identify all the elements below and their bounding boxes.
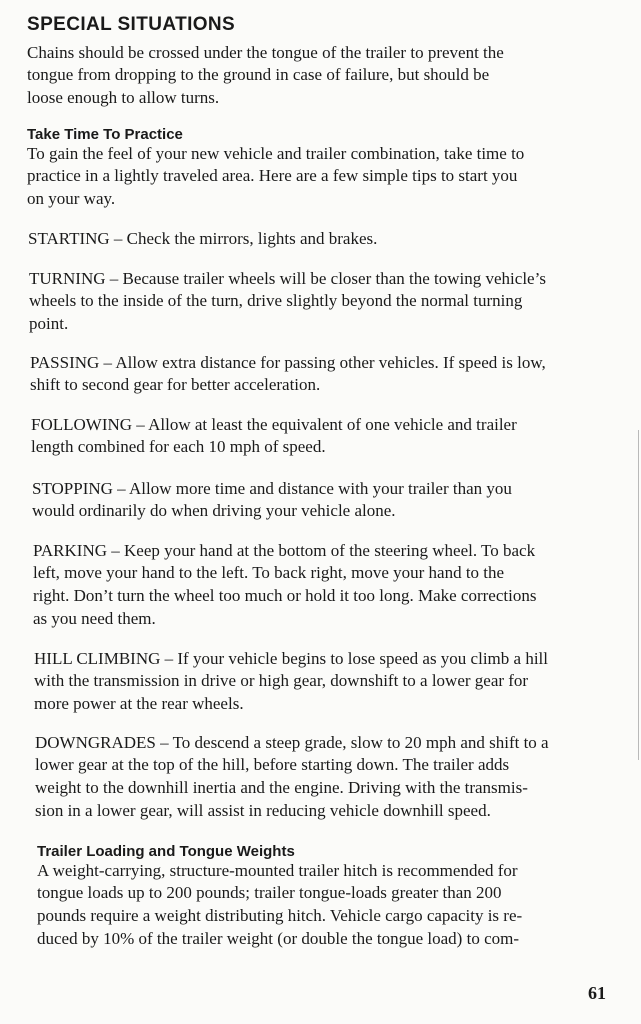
text-line: tongue from dropping to the ground in case of failure, but should be [27,65,490,84]
text-line: right. Don’t turn the wheel too much or hold it too long. Make corrections [33,586,537,605]
section-heading: SPECIAL SITUATIONS [27,14,236,35]
text-line: sion in a lower gear, will assist in reducing vehicle downhill speed. [35,801,491,820]
page-edge-line [638,430,639,760]
text-line: on your way. [27,189,116,208]
text-line: loose enough to allow turns. [27,88,220,107]
page-number: 61 [588,983,606,1003]
text-line: point. [29,314,69,333]
text-line: more power at the rear wheels. [34,694,244,713]
text-line: To gain the feel of your new vehicle and trailer combination, take time to [27,144,525,163]
text-line: wheels to the inside of the turn, drive slightly beyond the normal turning [29,291,523,310]
practice-subheading: Take Time To Practice [27,126,183,143]
text-line: A weight-carrying, structure-mounted trailer hitch is recommended for [37,861,518,880]
text-line: duced by 10% of the trailer weight (or double the tongue load) to com- [37,929,519,948]
text-line: pounds require a weight distributing hitch. Vehicle cargo capacity is re- [37,906,523,925]
text-line: PASSING – Allow extra distance for passing other vehicles. If speed is low, [30,353,546,372]
text-line: would ordinarily do when driving your vehicle alone. [32,501,396,520]
text-line: left, move your hand to the left. To back right, move your hand to the [33,563,505,582]
text-line: length combined for each 10 mph of speed. [31,437,326,456]
text-line: STOPPING – Allow more time and distance with your trailer than you [32,479,512,498]
text-line: STARTING – Check the mirrors, lights and brakes. [28,229,378,248]
text-line: weight to the downhill inertia and the engine. Driving with the transmis- [35,778,528,797]
text-line: shift to second gear for better acceleration. [30,375,321,394]
text-line: lower gear at the top of the hill, before starting down. The trailer adds [35,755,510,774]
text-line: DOWNGRADES – To descend a steep grade, slow to 20 mph and shift to a [35,733,549,752]
text-line: TURNING – Because trailer wheels will be closer than the towing vehicle’s [29,269,546,288]
text-line: Chains should be crossed under the tongue of the trailer to prevent the [27,43,504,62]
text-line: with the transmission in drive or high gear, downshift to a lower gear for [34,671,529,690]
text-line: tongue loads up to 200 pounds; trailer tongue-loads greater than 200 [37,883,502,902]
text-line: FOLLOWING – Allow at least the equivalent of one vehicle and trailer [31,415,517,434]
text-line: as you need them. [33,609,156,628]
text-line: practice in a lightly traveled area. Here are a few simple tips to start you [27,166,518,185]
text-line: PARKING – Keep your hand at the bottom of the steering wheel. To back [33,541,536,560]
text-line: HILL CLIMBING – If your vehicle begins to lose speed as you climb a hill [34,649,548,668]
loading-subheading: Trailer Loading and Tongue Weights [37,843,295,860]
